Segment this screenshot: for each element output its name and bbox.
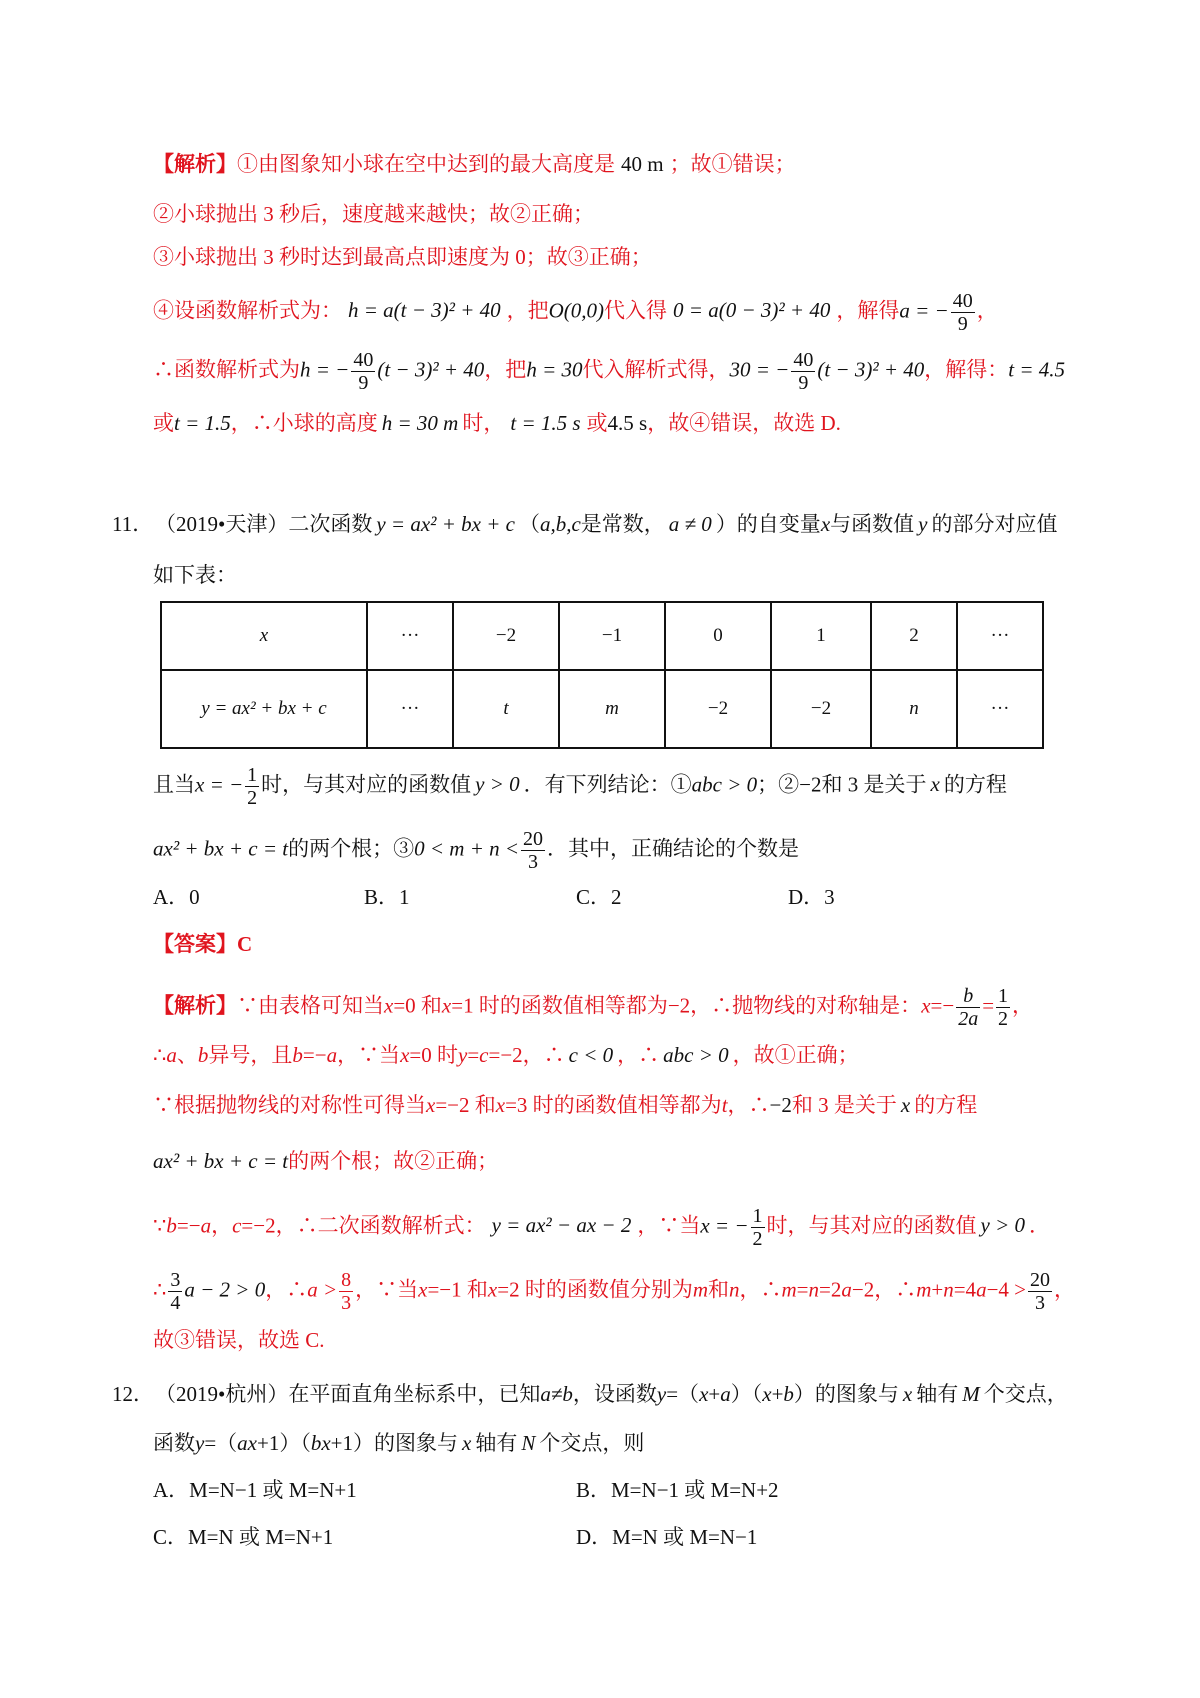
q11-explain-5: ∵b=−a，c=−2，∴二次函数解析式： y = ax² − ax − 2 ，∵当x = − $\frac{1}{2}$ 时，与其对应的函数值 y > 0 ． (153, 1205, 1051, 1250)
fraction: $\frac{1}{2}$ (752, 1205, 763, 1250)
option-a: A．M=N−1 或 M=N+1 (153, 1478, 357, 1502)
q11-explain-2: ∴a、b异号，且b=−a，∵当x=0 时y=c=−2，∴ c < 0 ，∴ abc > 0 ，故①正确； (153, 1043, 859, 1067)
q11-explain-1: 【解析】∵由表格可知当x=0 和x=1 时的函数值相等都为−2，∴抛物线的对称轴是：x=− $\frac{b}{2a}$ = $\frac{1}{2}$ ， (153, 985, 1034, 1030)
fraction: $\frac{3}{4}$ (170, 1269, 181, 1314)
table-cell: n (871, 670, 957, 748)
table-cell: x (161, 602, 367, 670)
analysis-tag: 【解析】 (153, 993, 237, 1018)
table-cell: m (559, 670, 665, 748)
table-cell: ··· (367, 670, 453, 748)
fraction: $\frac{20}{3}$ (1030, 1269, 1050, 1314)
q11-explain-3: ∵根据抛物线的对称性可得当x=−2 和x=3 时的函数值相等都为t，∴−2和 3 是关于 x 的方程 (153, 1093, 978, 1117)
table-cell: −2 (453, 602, 559, 670)
question-number-11: 11． (112, 512, 154, 536)
fraction: $\frac{1}{2}$ (247, 764, 258, 809)
table-row (161, 670, 1043, 748)
table-cell: 2 (871, 602, 957, 670)
q11-explain-7: 故③错误，故选 C. (153, 1328, 325, 1352)
table-cell: t (453, 670, 559, 748)
q11-explain-4: ax² + bx + c = t的两个根；故②正确； (153, 1149, 499, 1173)
fraction: $\frac{40}{9}$ (952, 290, 973, 335)
option-c: C．M=N 或 M=N+1 (153, 1525, 334, 1549)
option-d: D．3 (788, 885, 835, 909)
fraction: $\frac{40}{9}$ (353, 349, 374, 394)
q11-line-3: 且当x = − $\frac{1}{2}$ 时，与其对应的函数值 y > 0 ．有下列结论：①abc > 0；②−2和 3 是关于 x 的方程 (153, 764, 1007, 809)
table-cell: ··· (957, 670, 1043, 748)
q12-line-1: （2019•杭州）在平面直角坐标系中，已知a≠b，设函数y=（x+a）（x+b）的图象与 x 轴有 M 个交点， (155, 1382, 1068, 1406)
fraction: $\frac{40}{9}$ (793, 349, 814, 394)
option-d: D．M=N 或 M=N−1 (576, 1525, 758, 1549)
table-cell: ··· (957, 602, 1043, 670)
s1-line-5: ∴函数解析式为h = − $\frac{40}{9}$ (t − 3)² + 40，把h = 30代入解析式得，30 = − $\frac{40}{9}$ (t − 3)² + 40，解得：t = 4.5 (153, 349, 1066, 394)
table-cell: −2 (665, 670, 771, 748)
q11-explain-6: ∴ $\frac{3}{4}$ a − 2 > 0，∴a > $\frac{8}{3}$ ，∵当x=−1 和x=2 时的函数值分别为m和n，∴m=n=2a−2，∴m+n=4a−4 > $\frac{20}{3}$ ， (153, 1269, 1075, 1314)
s1-line-2: ②小球抛出 3 秒后，速度越来越快；故②正确； (153, 202, 594, 226)
fraction: $\frac{8}{3}$ (341, 1269, 352, 1314)
fraction: $\frac{1}{2}$ (998, 985, 1009, 1030)
table-cell: −1 (559, 602, 665, 670)
question-number-12: 12． (112, 1382, 154, 1406)
s1-line-1: 【解析】①由图象知小球在空中达到的最大高度是 40 m ；故①错误； (153, 152, 796, 176)
fraction: $\frac{b}{2a}$ (958, 985, 979, 1030)
table-cell: 1 (771, 602, 871, 670)
option-b: B．M=N−1 或 M=N+2 (576, 1478, 779, 1502)
option-b: B．1 (364, 885, 410, 909)
table-cell: 0 (665, 602, 771, 670)
option-c: C．2 (576, 885, 622, 909)
table-cell: −2 (771, 670, 871, 748)
q11-line-2: 如下表： (153, 563, 237, 587)
s1-line-4: ④设函数解析式为： h = a(t − 3)² + 40 ，把O(0,0)代入得 0 = a(0 − 3)² + 40 ，解得a = − $\frac{40}{9}$ ， (153, 290, 998, 335)
table-cell: ··· (367, 602, 453, 670)
q11-line-1: （2019•天津）二次函数 y = ax² + bx + c （a,b,c是常数， a ≠ 0 ）的自变量x与函数值 y 的部分对应值 (155, 512, 1058, 536)
table-row (161, 602, 1043, 670)
analysis-tag: 【解析】 (153, 152, 237, 176)
s1-line-3: ③小球抛出 3 秒时达到最高点即速度为 0；故③正确； (153, 245, 652, 269)
s1-line-6: 或t = 1.5，∴小球的高度 h = 30 m 时， t = 1.5 s 或4.5 s，故④错误，故选 D. (153, 411, 841, 435)
fraction: $\frac{20}{3}$ (523, 828, 544, 873)
table-cell: y = ax² + bx + c (161, 670, 367, 748)
q11-line-4: ax² + bx + c = t的两个根；③0 < m + n < $\frac{20}{3}$ ．其中，正确结论的个数是 (153, 828, 800, 873)
q12-line-2: 函数y=（ax+1）（bx+1）的图象与 x 轴有 N 个交点，则 (153, 1431, 645, 1455)
answer: 【答案】C (153, 932, 253, 956)
option-a: A．0 (153, 885, 200, 909)
value-table (160, 601, 1044, 749)
